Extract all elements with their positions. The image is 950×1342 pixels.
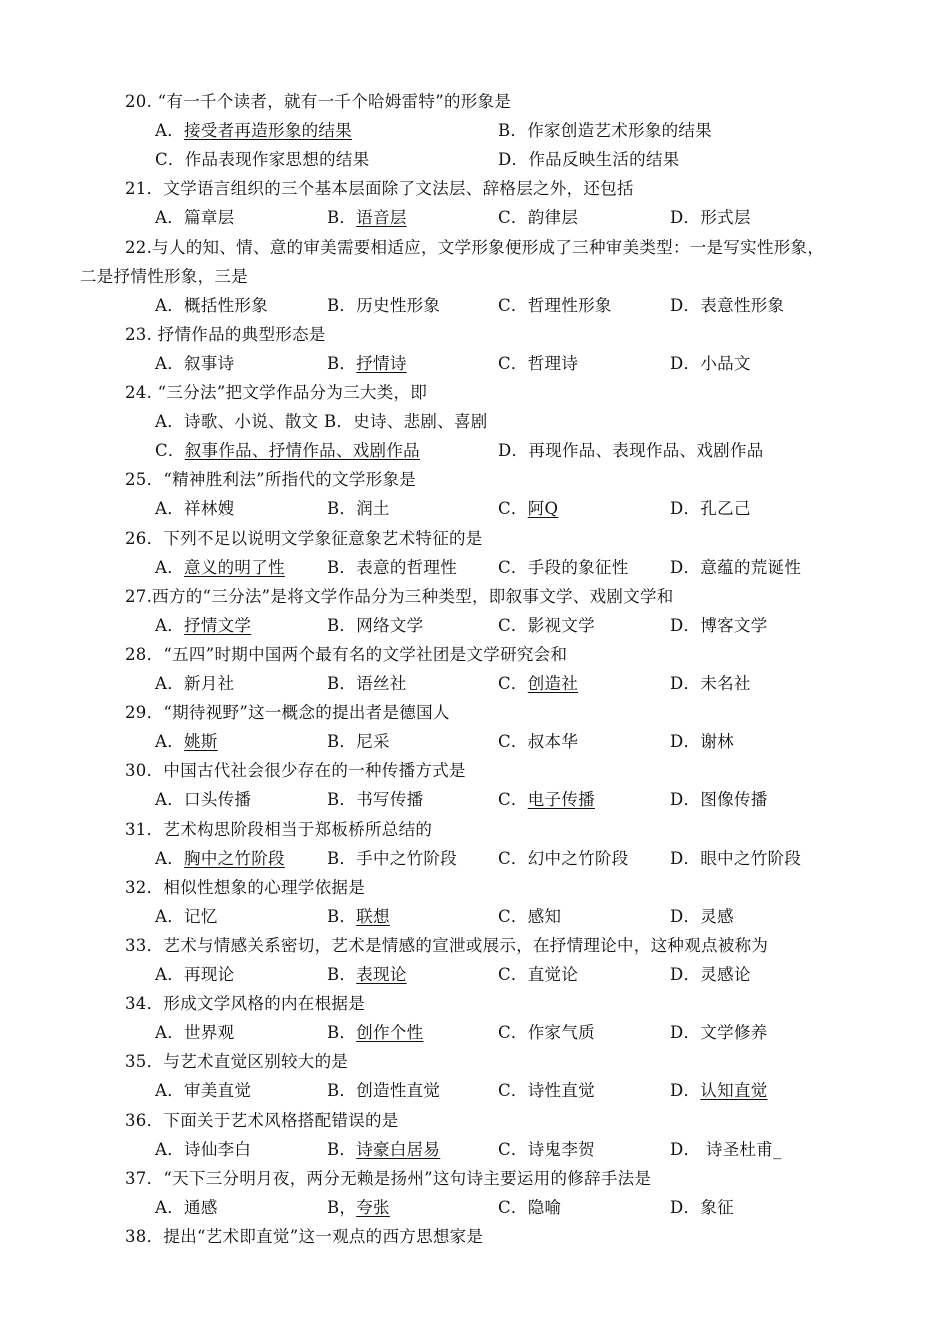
option-20-1 — [498, 121, 712, 141]
option-text: 手中之竹阶段 — [356, 848, 458, 868]
options-row-28 — [0, 674, 950, 696]
option-33-0 — [155, 965, 234, 985]
option-text: 幻中之竹阶段 — [527, 848, 629, 868]
option-text-answer: 联想 — [356, 906, 390, 926]
option-text: 灵感 — [700, 906, 734, 926]
option-34-2 — [498, 1023, 595, 1043]
option-text: 直觉论 — [527, 965, 579, 984]
option-31-1 — [327, 849, 457, 869]
option-prefix: C． — [155, 441, 185, 461]
option-text: 润土 — [356, 499, 390, 519]
option-prefix: A． — [155, 790, 185, 810]
option-32-1 — [327, 907, 390, 927]
question-stem-38: 38．提出“艺术即直觉”这一观点的西方思想家是 — [125, 1226, 484, 1246]
question-stem-24: 24. “三分法”把文学作品分为三大类，即 — [125, 383, 428, 402]
option-text: 象征 — [700, 1197, 734, 1217]
option-text: 诗仙李白 — [184, 1139, 252, 1159]
option-32-0 — [155, 907, 218, 927]
option-prefix: C． — [498, 557, 528, 577]
option-31-3 — [670, 849, 801, 869]
option-prefix: C． — [498, 295, 528, 315]
option-23-0 — [155, 354, 234, 374]
options-row-24 — [0, 441, 950, 463]
option-text: 篇章层 — [184, 208, 235, 228]
option-prefix: C． — [498, 1197, 528, 1217]
option-35-1 — [327, 1081, 440, 1101]
option-33-3 — [670, 965, 751, 985]
option-text: 作品反映生活的结果 — [528, 150, 680, 170]
option-prefix: C． — [498, 615, 528, 635]
option-text-answer: 创作个性 — [356, 1023, 424, 1043]
option-prefix: C． — [498, 1139, 528, 1159]
option-prefix: D． — [670, 1081, 701, 1101]
question-stem-continued-22: 二是抒情性形象，三是 — [80, 266, 248, 286]
option-prefix: B． — [327, 353, 357, 373]
option-prefix: C． — [498, 790, 528, 810]
option-prefix: B， — [327, 1197, 357, 1217]
option-prefix: D． — [670, 353, 701, 373]
option-prefix: B． — [327, 1081, 357, 1101]
option-prefix: D． — [670, 1139, 701, 1159]
option-29-3 — [670, 732, 734, 752]
question-stem-23: 23. 抒情作品的典型形态是 — [125, 324, 326, 344]
option-prefix: D． — [670, 1197, 701, 1217]
option-text-answer: 胸中之竹阶段 — [184, 848, 285, 868]
option-text-answer: 认知直觉 — [700, 1081, 768, 1101]
option-prefix: A． — [155, 208, 185, 228]
option-prefix: A． — [155, 906, 185, 926]
option-28-0 — [155, 674, 234, 694]
option-text: 小品文 — [700, 353, 751, 373]
option-prefix: B． — [327, 674, 357, 693]
question-stem-34: 34．形成文学风格的内在根据是 — [125, 994, 365, 1014]
option-prefix: D． — [670, 557, 701, 577]
option-text: 眼中之竹阶段 — [700, 848, 802, 868]
option-text: 再现作品、表现作品、戏剧作品 — [528, 441, 764, 461]
option-prefix: B． — [327, 965, 357, 984]
option-29-1 — [327, 732, 390, 752]
question-stem-21: 21．文学语言组织的三个基本层面除了文法层、辞格层之外，还包括 — [125, 179, 634, 199]
option-text: 意蕴的荒诞性 — [700, 557, 802, 577]
option-30-0 — [155, 790, 251, 810]
option-34-3 — [670, 1023, 768, 1043]
option-text: 尼采 — [356, 732, 390, 752]
option-29-2 — [498, 732, 578, 752]
option-23-2 — [498, 354, 578, 374]
option-text: 诗鬼李贺 — [527, 1139, 595, 1159]
option-text: 口头传播 — [184, 790, 252, 810]
option-text: 新月社 — [184, 674, 235, 693]
option-20-3 — [498, 150, 680, 170]
option-27-3 — [670, 616, 768, 636]
question-stem-25: 25．“精神胜利法”所指代的文学形象是 — [125, 470, 417, 490]
option-prefix: B． — [327, 1023, 357, 1043]
option-prefix: B． — [327, 1139, 357, 1159]
question-stem-32: 32．相似性想象的心理学依据是 — [125, 877, 365, 897]
option-prefix: A． — [155, 674, 185, 693]
option-text: 表意的哲理性 — [356, 557, 458, 577]
option-text: 作家创造艺术形象的结果 — [527, 121, 713, 141]
options-row-20 — [0, 150, 950, 172]
option-prefix: D． — [670, 965, 701, 984]
option-33-2 — [498, 965, 578, 985]
option-text: 作家气质 — [527, 1023, 595, 1043]
option-prefix: A． — [155, 1081, 185, 1101]
option-prefix: A． — [155, 848, 185, 868]
option-22-0 — [155, 296, 268, 316]
option-text: 哲理诗 — [527, 353, 579, 373]
question-stem-36: 36．下面关于艺术风格搭配错误的是 — [125, 1110, 399, 1130]
option-prefix: D． — [670, 732, 701, 752]
option-prefix: A． — [155, 965, 185, 984]
options-row-33 — [0, 965, 950, 987]
option-prefix: A． — [155, 1197, 185, 1217]
option-text: 谢林 — [700, 732, 734, 752]
option-text: 图像传播 — [700, 790, 768, 810]
option-28-2 — [498, 674, 578, 694]
option-32-2 — [498, 907, 561, 927]
options-row-36 — [0, 1140, 950, 1162]
option-text: 隐喻 — [527, 1197, 562, 1217]
option-prefix: D． — [670, 674, 701, 693]
option-text: 网络文学 — [356, 615, 424, 635]
option-21-3 — [670, 208, 751, 228]
option-34-1 — [327, 1023, 423, 1043]
option-text: 书写传播 — [356, 790, 424, 810]
options-row-34 — [0, 1023, 950, 1045]
option-prefix: C． — [498, 353, 528, 373]
options-row-23 — [0, 354, 950, 376]
option-text: 手段的象征性 — [527, 557, 629, 577]
option-prefix: A． — [155, 557, 185, 577]
option-22-3 — [670, 296, 784, 316]
option-prefix: A． — [155, 615, 185, 635]
option-prefix: B． — [327, 499, 357, 519]
option-21-1 — [327, 208, 407, 228]
option-text: 再现论 — [184, 965, 235, 984]
option-text: 孔乙己 — [700, 499, 751, 519]
option-prefix: D． — [670, 615, 701, 635]
option-35-3 — [670, 1081, 768, 1101]
option-33-1 — [327, 965, 407, 985]
question-stem-22: 22.与人的知、情、意的审美需要相适应，文学形象便形成了三种审美类型：一是写实性形象， — [125, 237, 825, 257]
option-text: 世界观 — [184, 1023, 235, 1043]
option-prefix: C． — [498, 732, 528, 752]
option-text: 叙事诗 — [184, 353, 235, 373]
question-stem-27: 27.西方的“三分法”是将文学作品分为三种类型，即叙事文学、戏剧文学和 — [125, 586, 674, 606]
option-prefix: A． — [155, 353, 185, 373]
option-prefix: D． — [670, 295, 701, 315]
option-text: 审美直觉 — [184, 1081, 252, 1101]
option-prefix: D． — [670, 906, 701, 926]
option-prefix: A． — [155, 1139, 185, 1159]
option-27-0 — [155, 616, 251, 636]
option-prefix: B． — [327, 615, 357, 635]
option-prefix: A． — [155, 732, 185, 752]
option-text-answer: 意义的明了性 — [184, 557, 285, 577]
option-text: 通感 — [184, 1197, 218, 1217]
option-prefix: B． — [327, 732, 357, 752]
options-row-21 — [0, 208, 950, 230]
option-21-2 — [498, 208, 578, 228]
option-text: 诗圣杜甫_ — [700, 1139, 782, 1159]
option-prefix: C． — [155, 150, 185, 170]
option-20-0 — [155, 121, 352, 141]
question-stem-31: 31．艺术构思阶段相当于郑板桥所总结的 — [125, 819, 433, 839]
option-36-3 — [670, 1140, 782, 1160]
option-text: 未名社 — [700, 674, 751, 693]
options-row-22 — [0, 296, 950, 318]
option-29-0 — [155, 732, 218, 752]
option-35-2 — [498, 1081, 595, 1101]
option-prefix: B． — [327, 848, 357, 868]
option-37-2 — [498, 1198, 561, 1218]
option-prefix: A． — [155, 499, 185, 519]
option-text: 表意性形象 — [700, 295, 785, 315]
option-text-answer: 诗豪白居易 — [356, 1139, 441, 1159]
option-26-3 — [670, 558, 801, 578]
option-25-2 — [498, 499, 558, 519]
options-row-37 — [0, 1198, 950, 1220]
option-text: 形式层 — [700, 208, 751, 228]
option-text-answer: 抒情诗 — [356, 353, 407, 373]
option-27-2 — [498, 616, 595, 636]
option-prefix: D． — [670, 1023, 701, 1043]
options-row-25 — [0, 499, 950, 521]
options-row-29 — [0, 732, 950, 754]
option-22-1 — [327, 296, 440, 316]
option-text: 语丝社 — [356, 674, 407, 693]
option-26-1 — [327, 558, 457, 578]
option-25-3 — [670, 499, 751, 519]
options-row-30 — [0, 790, 950, 812]
options-row-32 — [0, 907, 950, 929]
question-stem-20: 20. “有一千个读者，就有一千个哈姆雷特”的形象是 — [125, 92, 512, 111]
option-27-1 — [327, 616, 423, 636]
option-prefix: B． — [327, 790, 357, 810]
option-37-3 — [670, 1198, 734, 1218]
option-28-3 — [670, 674, 751, 694]
option-26-0 — [155, 558, 285, 578]
option-25-0 — [155, 499, 234, 519]
option-text: 文学修养 — [700, 1023, 768, 1043]
option-text: 祥林嫂 — [184, 499, 235, 519]
option-prefix: A． — [155, 1023, 185, 1043]
option-text-answer: 叙事作品、抒情作品、戏剧作品 — [184, 441, 420, 461]
option-text-answer: 表现论 — [356, 965, 407, 984]
option-prefix: C． — [498, 965, 528, 984]
option-prefix: B． — [498, 121, 528, 141]
option-text-answer: 抒情文学 — [184, 615, 252, 635]
option-21-0 — [155, 208, 234, 228]
option-22-2 — [498, 296, 612, 316]
option-prefix: C． — [498, 1081, 528, 1101]
option-prefix: C． — [498, 674, 528, 693]
option-prefix: D． — [670, 790, 701, 810]
option-text: 作品表现作家思想的结果 — [184, 150, 370, 170]
option-text: 诗性直觉 — [527, 1081, 595, 1101]
option-24-1 — [498, 441, 764, 461]
options-row-20 — [0, 121, 950, 143]
option-text-answer: 创造社 — [527, 674, 579, 693]
option-31-2 — [498, 849, 629, 869]
option-30-3 — [670, 790, 768, 810]
option-prefix: C． — [498, 1023, 528, 1043]
option-text: 创造性直觉 — [356, 1081, 441, 1101]
option-36-2 — [498, 1140, 595, 1160]
option-23-3 — [670, 354, 751, 374]
option-text-answer: 电子传播 — [527, 790, 595, 810]
option-text: 博客文学 — [700, 615, 768, 635]
option-20-2 — [155, 150, 370, 170]
option-prefix: A． — [155, 295, 185, 315]
option-text: 韵律层 — [527, 208, 579, 228]
option-text-answer: 姚斯 — [184, 732, 218, 752]
option-36-0 — [155, 1140, 251, 1160]
option-text: 历史性形象 — [356, 295, 441, 315]
option-37-1 — [327, 1198, 390, 1218]
question-stem-37: 37．“天下三分明月夜，两分无赖是扬州”这句诗主要运用的修辞手法是 — [125, 1168, 652, 1188]
option-text-answer: 阿Q — [527, 499, 559, 519]
option-34-0 — [155, 1023, 234, 1043]
option-text: 灵感论 — [700, 965, 751, 984]
options-line-24: A．诗歌、小说、散文 B．史诗、悲剧、喜剧 — [155, 412, 488, 432]
option-prefix: C． — [498, 906, 528, 926]
options-row-35 — [0, 1081, 950, 1103]
question-stem-35: 35．与艺术直觉区别较大的是 — [125, 1052, 349, 1072]
option-prefix: A． — [155, 121, 185, 141]
option-prefix: D． — [670, 848, 701, 868]
option-30-1 — [327, 790, 423, 810]
option-prefix: B． — [327, 906, 357, 926]
option-28-1 — [327, 674, 407, 694]
option-text-answer: 夸张 — [356, 1197, 390, 1217]
question-stem-30: 30．中国古代社会很少存在的一种传播方式是 — [125, 761, 466, 781]
option-text: 叔本华 — [527, 732, 579, 752]
question-stem-33: 33．艺术与情感关系密切，艺术是情感的宣泄或展示，在抒情理论中，这种观点被称为 — [125, 935, 769, 955]
option-text: 概括性形象 — [184, 295, 269, 315]
option-30-2 — [498, 790, 595, 810]
option-prefix: D． — [498, 150, 529, 170]
options-row-27 — [0, 616, 950, 638]
question-stem-29: 29．“期待视野”这一概念的提出者是德国人 — [125, 703, 450, 723]
options-row-26 — [0, 558, 950, 580]
option-24-0 — [155, 441, 420, 461]
option-prefix: B． — [327, 557, 357, 577]
option-prefix: B． — [327, 208, 357, 228]
option-31-0 — [155, 849, 285, 869]
option-text: 哲理性形象 — [527, 295, 612, 315]
option-text: 记忆 — [184, 906, 218, 926]
option-prefix: B． — [327, 295, 357, 315]
option-32-3 — [670, 907, 734, 927]
option-26-2 — [498, 558, 629, 578]
option-text: 影视文学 — [527, 615, 595, 635]
option-prefix: C． — [498, 499, 528, 519]
option-23-1 — [327, 354, 407, 374]
question-stem-26: 26．下列不足以说明文学象征意象艺术特征的是 — [125, 528, 483, 548]
option-text: 感知 — [527, 906, 562, 926]
question-stem-28: 28．“五四”时期中国两个最有名的文学社团是文学研究会和 — [125, 644, 568, 664]
option-prefix: C． — [498, 848, 528, 868]
options-row-31 — [0, 849, 950, 871]
option-prefix: D． — [670, 208, 701, 228]
option-prefix: D． — [498, 441, 529, 461]
option-text-answer: 语音层 — [356, 208, 407, 228]
option-prefix: C． — [498, 208, 528, 228]
option-text-answer: 接受者再造形象的结果 — [184, 121, 353, 141]
option-prefix: D． — [670, 499, 701, 519]
option-35-0 — [155, 1081, 251, 1101]
option-25-1 — [327, 499, 390, 519]
option-37-0 — [155, 1198, 218, 1218]
option-36-1 — [327, 1140, 440, 1160]
